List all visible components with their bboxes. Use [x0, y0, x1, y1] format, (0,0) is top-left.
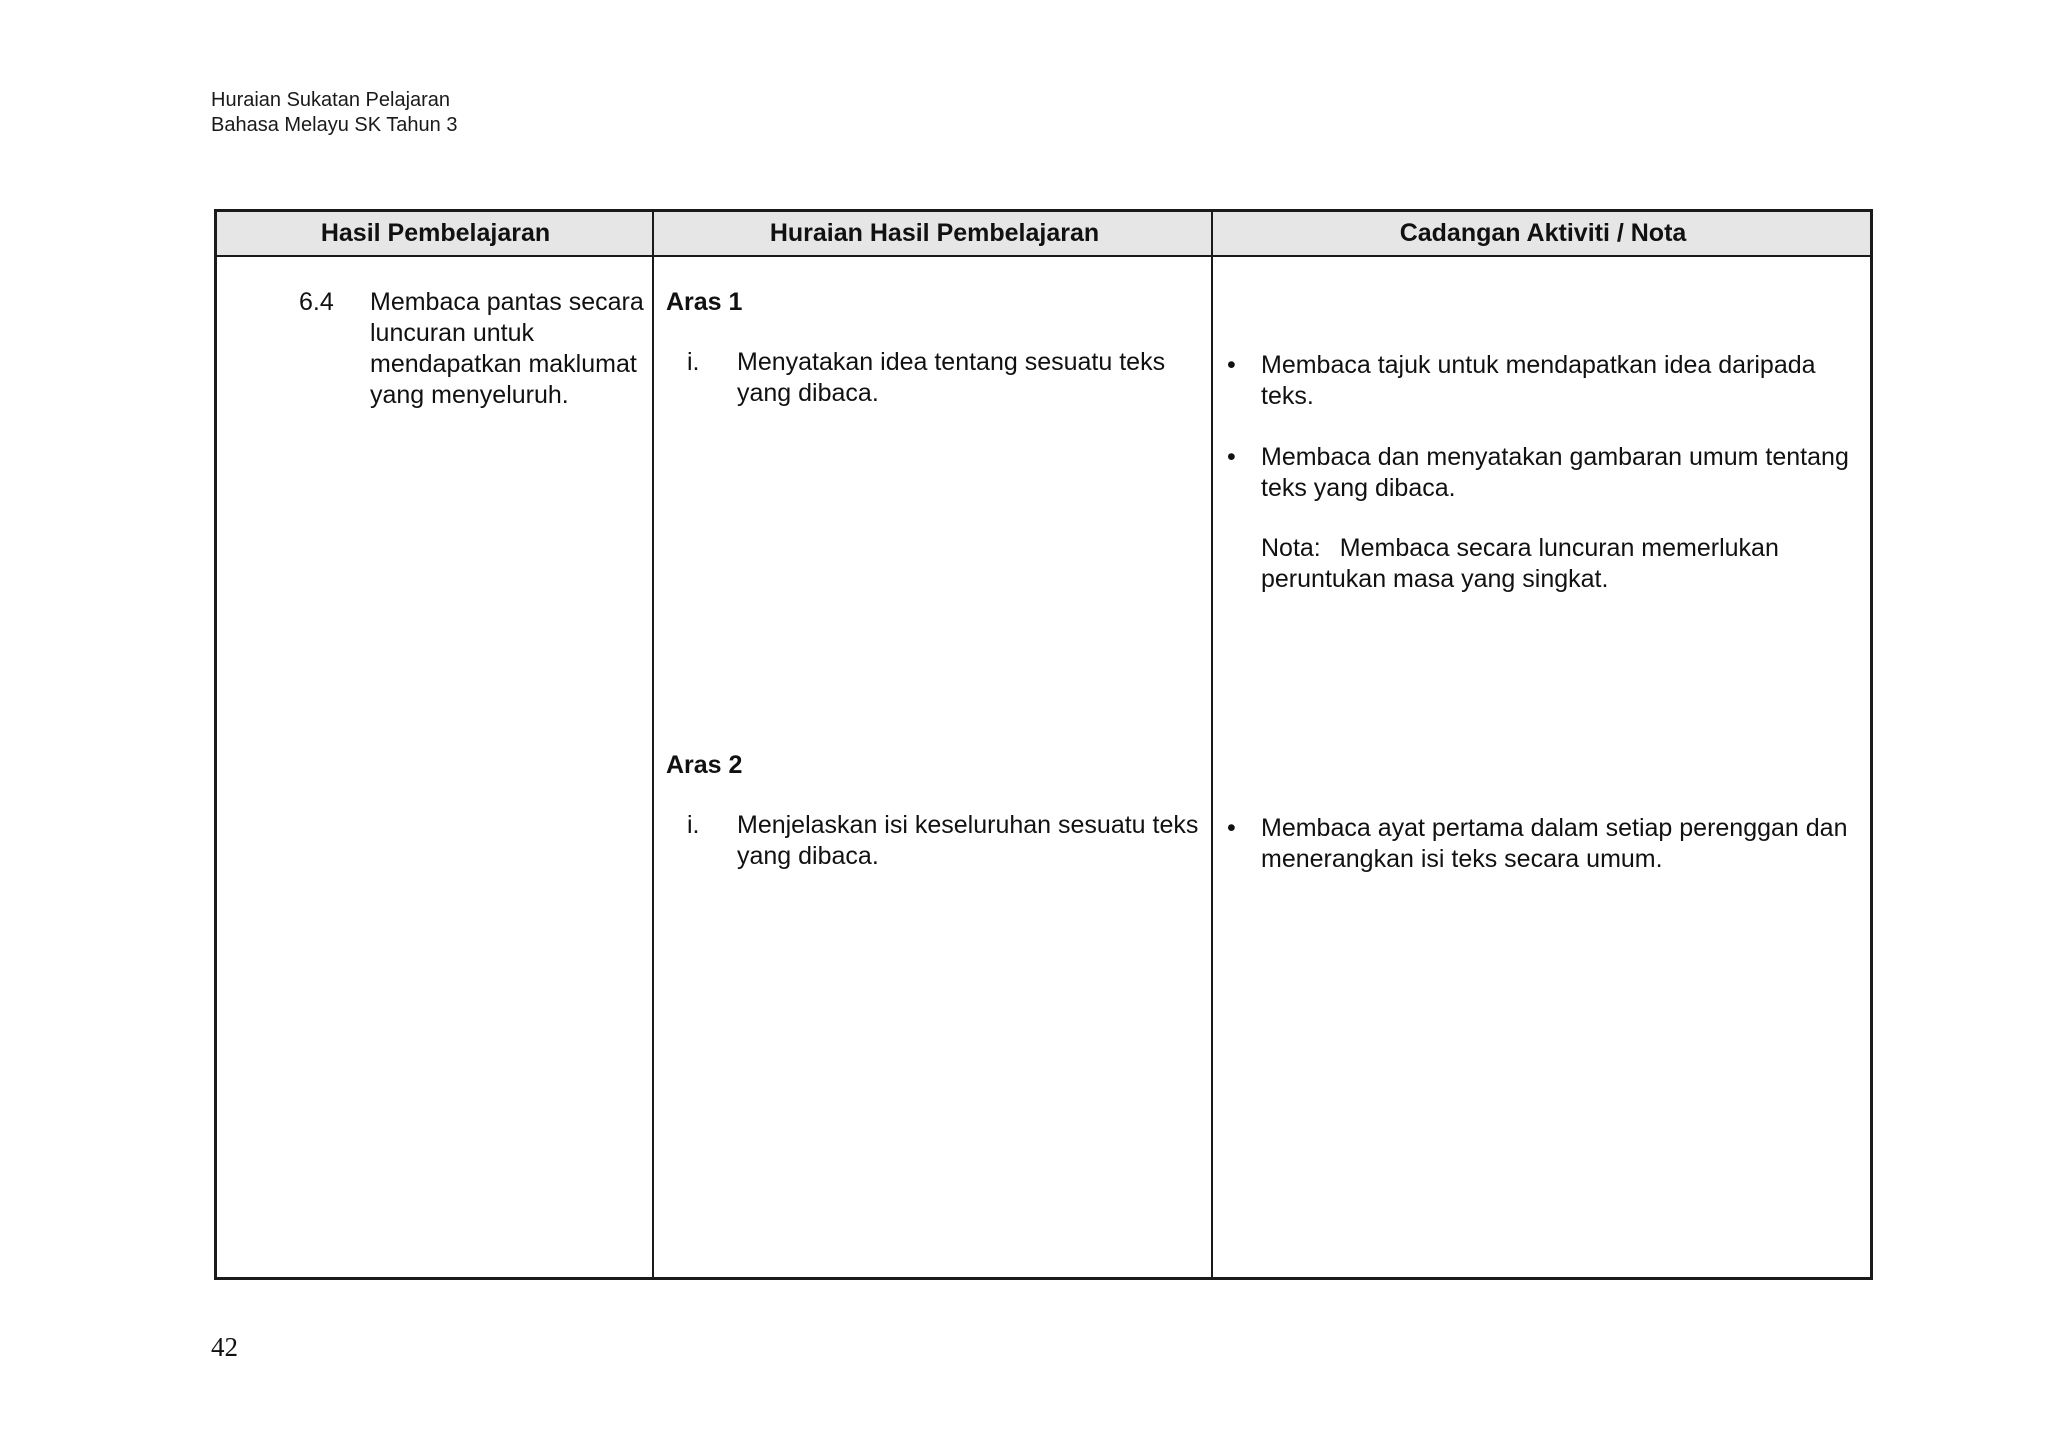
syllabus-table [214, 209, 1873, 1280]
header-hasil-pembelajaran: Hasil Pembelajaran [320, 219, 551, 247]
cadangan-item-2: Membaca dan menyatakan gambaran umum tentang teks yang dibaca. [1261, 443, 1849, 502]
nota-text: Membaca secara luncuran memerlukan peruntukan masa yang singkat. [1261, 534, 1779, 593]
nota-label: Nota: [1261, 534, 1321, 562]
running-header-line1: Huraian Sukatan Pelajaran [211, 89, 451, 111]
page-number: 42 [211, 1332, 238, 1362]
cadangan-item-3: Membaca ayat pertama dalam setiap perenggan dan menerangkan isi teks secara umum. [1261, 814, 1848, 873]
aras-2-item-number: i. [687, 811, 700, 839]
aras-1-item-text: Menyatakan idea tentang sesuatu teks yang dibaca. [737, 348, 1166, 407]
table-header-row [217, 212, 1870, 257]
aras-2-label: Aras 2 [666, 751, 743, 779]
column-divider-1 [652, 212, 654, 1277]
aras-1-item-number: i. [687, 348, 700, 376]
running-header [211, 88, 457, 138]
bullet-1: • [1227, 351, 1236, 379]
running-header-line2: Bahasa Melayu SK Tahun 3 [211, 114, 458, 136]
column-divider-2 [1211, 212, 1213, 1277]
header-huraian-hasil-pembelajaran: Huraian Hasil Pembelajaran [769, 219, 1100, 247]
hasil-number: 6.4 [299, 288, 334, 316]
nota-block [1261, 533, 1861, 595]
aras-2-item-text: Menjelaskan isi keseluruhan sesuatu teks yang dibaca. [737, 811, 1199, 870]
hasil-text: Membaca pantas secara luncuran untuk mendapatkan maklumat yang menyeluruh. [370, 288, 644, 409]
aras-1-label: Aras 1 [666, 288, 743, 316]
header-cadangan-aktiviti: Cadangan Aktiviti / Nota [1399, 219, 1687, 247]
bullet-3: • [1227, 814, 1236, 842]
bullet-2: • [1227, 443, 1236, 471]
cadangan-item-1: Membaca tajuk untuk mendapatkan idea daripada teks. [1261, 351, 1816, 410]
